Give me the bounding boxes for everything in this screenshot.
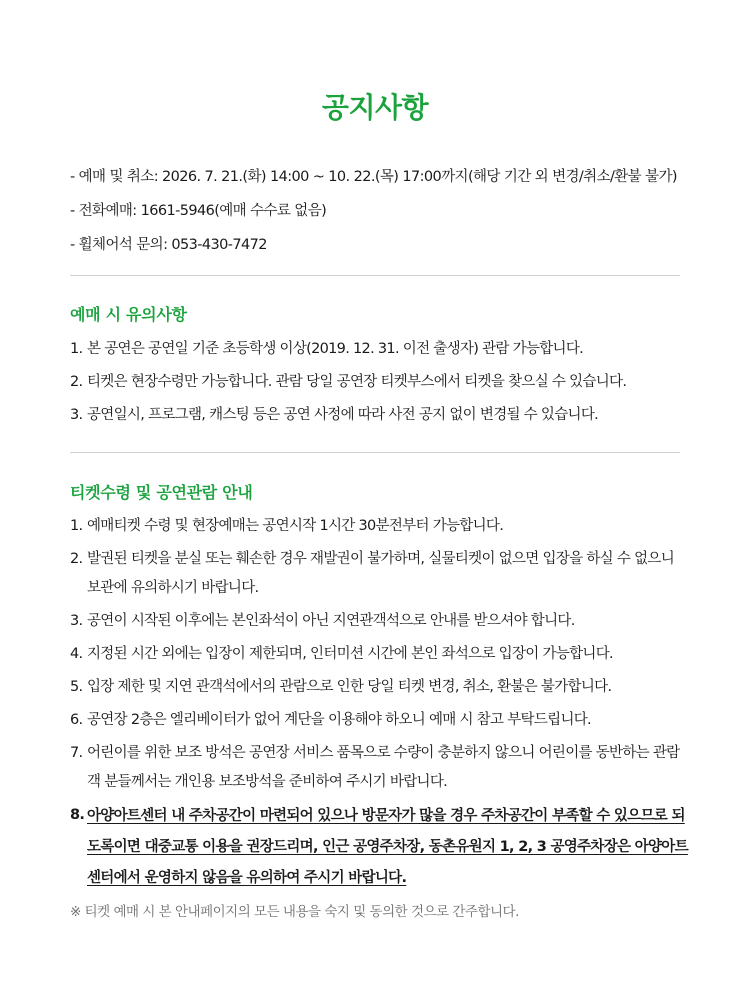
item-text: 발권된 티켓을 분실 또는 훼손한 경우 재발권이 불가하며, 실물티켓이 없으면 입장을 하실 수 없으니 보관에 유의하시기 바랍니다. bbox=[87, 551, 675, 596]
booking-notes-list bbox=[70, 335, 690, 434]
list-item bbox=[70, 368, 690, 397]
item-number: 3. bbox=[70, 407, 83, 423]
item-text: 공연일시, 프로그램, 캐스팅 등은 공연 사정에 따라 사전 공지 없이 변경될 수 있습니다. bbox=[87, 407, 599, 423]
item-text: 공연이 시작된 이후에는 본인좌석이 아닌 지연관객석으로 안내를 받으셔야 합니다. bbox=[87, 613, 575, 629]
item-number: 4. bbox=[70, 646, 83, 662]
item-number: 2. bbox=[70, 551, 83, 567]
info-line-booking-period: - 예매 및 취소: 2026. 7. 21.(화) 14:00 ~ 10. 22.(목) 17:00까지(해당 기간 외 변경/취소/환불 불가) bbox=[70, 169, 677, 185]
divider bbox=[70, 275, 680, 276]
list-item bbox=[70, 706, 690, 735]
list-item-parking-notice bbox=[70, 801, 690, 894]
divider bbox=[70, 452, 680, 453]
item-number: 1. bbox=[70, 341, 83, 357]
list-item bbox=[70, 607, 690, 636]
item-number: 8. bbox=[70, 807, 85, 823]
list-item bbox=[70, 335, 690, 364]
item-text-emphasized: 아양아트센터 내 주차공간이 마련되어 있으나 방문자가 많을 경우 주차공간이 부족할 수 있으므로 되도록이면 대중교통 이용을 권장드리며, 인근 공영주차장, 동촌유원지 1, 2, 3 공영주차장은 아양아트센터에서 운영하지 않음을 유의하여 주시기 바랍니다. bbox=[87, 808, 688, 886]
page-title: 공지사항 bbox=[321, 91, 429, 124]
item-number: 5. bbox=[70, 679, 83, 695]
item-number: 3. bbox=[70, 613, 83, 629]
list-item bbox=[70, 545, 690, 603]
list-item bbox=[70, 739, 690, 797]
section-title-ticket-guide: 티켓수령 및 공연관람 안내 bbox=[70, 483, 253, 502]
section-title-booking-notes: 예매 시 유의사항 bbox=[70, 305, 187, 324]
item-number: 6. bbox=[70, 712, 83, 728]
item-number: 1. bbox=[70, 518, 83, 534]
reservation-info bbox=[70, 160, 690, 262]
item-text: 본 공연은 공연일 기준 초등학생 이상(2019. 12. 31. 이전 출생자) 관람 가능합니다. bbox=[87, 341, 584, 357]
list-item bbox=[70, 401, 690, 430]
item-text: 어린이를 위한 보조 방석은 공연장 서비스 품목으로 수량이 충분하지 않으니 어린이를 동반하는 관람객 분들께서는 개인용 보조방석을 준비하여 주시기 바랍니다. bbox=[87, 745, 680, 790]
info-line-phone-booking: - 전화예매: 1661-5946(예매 수수료 없음) bbox=[70, 203, 327, 219]
ticket-guide-list bbox=[70, 512, 690, 894]
item-text: 예매티켓 수령 및 현장예매는 공연시작 1시간 30분전부터 가능합니다. bbox=[87, 518, 504, 534]
info-line-wheelchair: - 휠체어석 문의: 053-430-7472 bbox=[70, 237, 267, 253]
item-number: 7. bbox=[70, 745, 83, 761]
list-item bbox=[70, 512, 690, 541]
list-item bbox=[70, 673, 690, 702]
item-number: 2. bbox=[70, 374, 83, 390]
footnote: ※ 티켓 예매 시 본 안내페이지의 모든 내용을 숙지 및 동의한 것으로 간주합니다. bbox=[70, 904, 519, 920]
list-item bbox=[70, 640, 690, 669]
item-text: 공연장 2층은 엘리베이터가 없어 계단을 이용해야 하오니 예매 시 참고 부탁드립니다. bbox=[87, 712, 591, 728]
item-text: 입장 제한 및 지연 관객석에서의 관람으로 인한 당일 티켓 변경, 취소, 환불은 불가합니다. bbox=[87, 679, 612, 695]
item-text: 티켓은 현장수령만 가능합니다. 관람 당일 공연장 티켓부스에서 티켓을 찾으실 수 있습니다. bbox=[87, 374, 627, 390]
item-text: 지정된 시간 외에는 입장이 제한되며, 인터미션 시간에 본인 좌석으로 입장이 가능합니다. bbox=[87, 646, 613, 662]
